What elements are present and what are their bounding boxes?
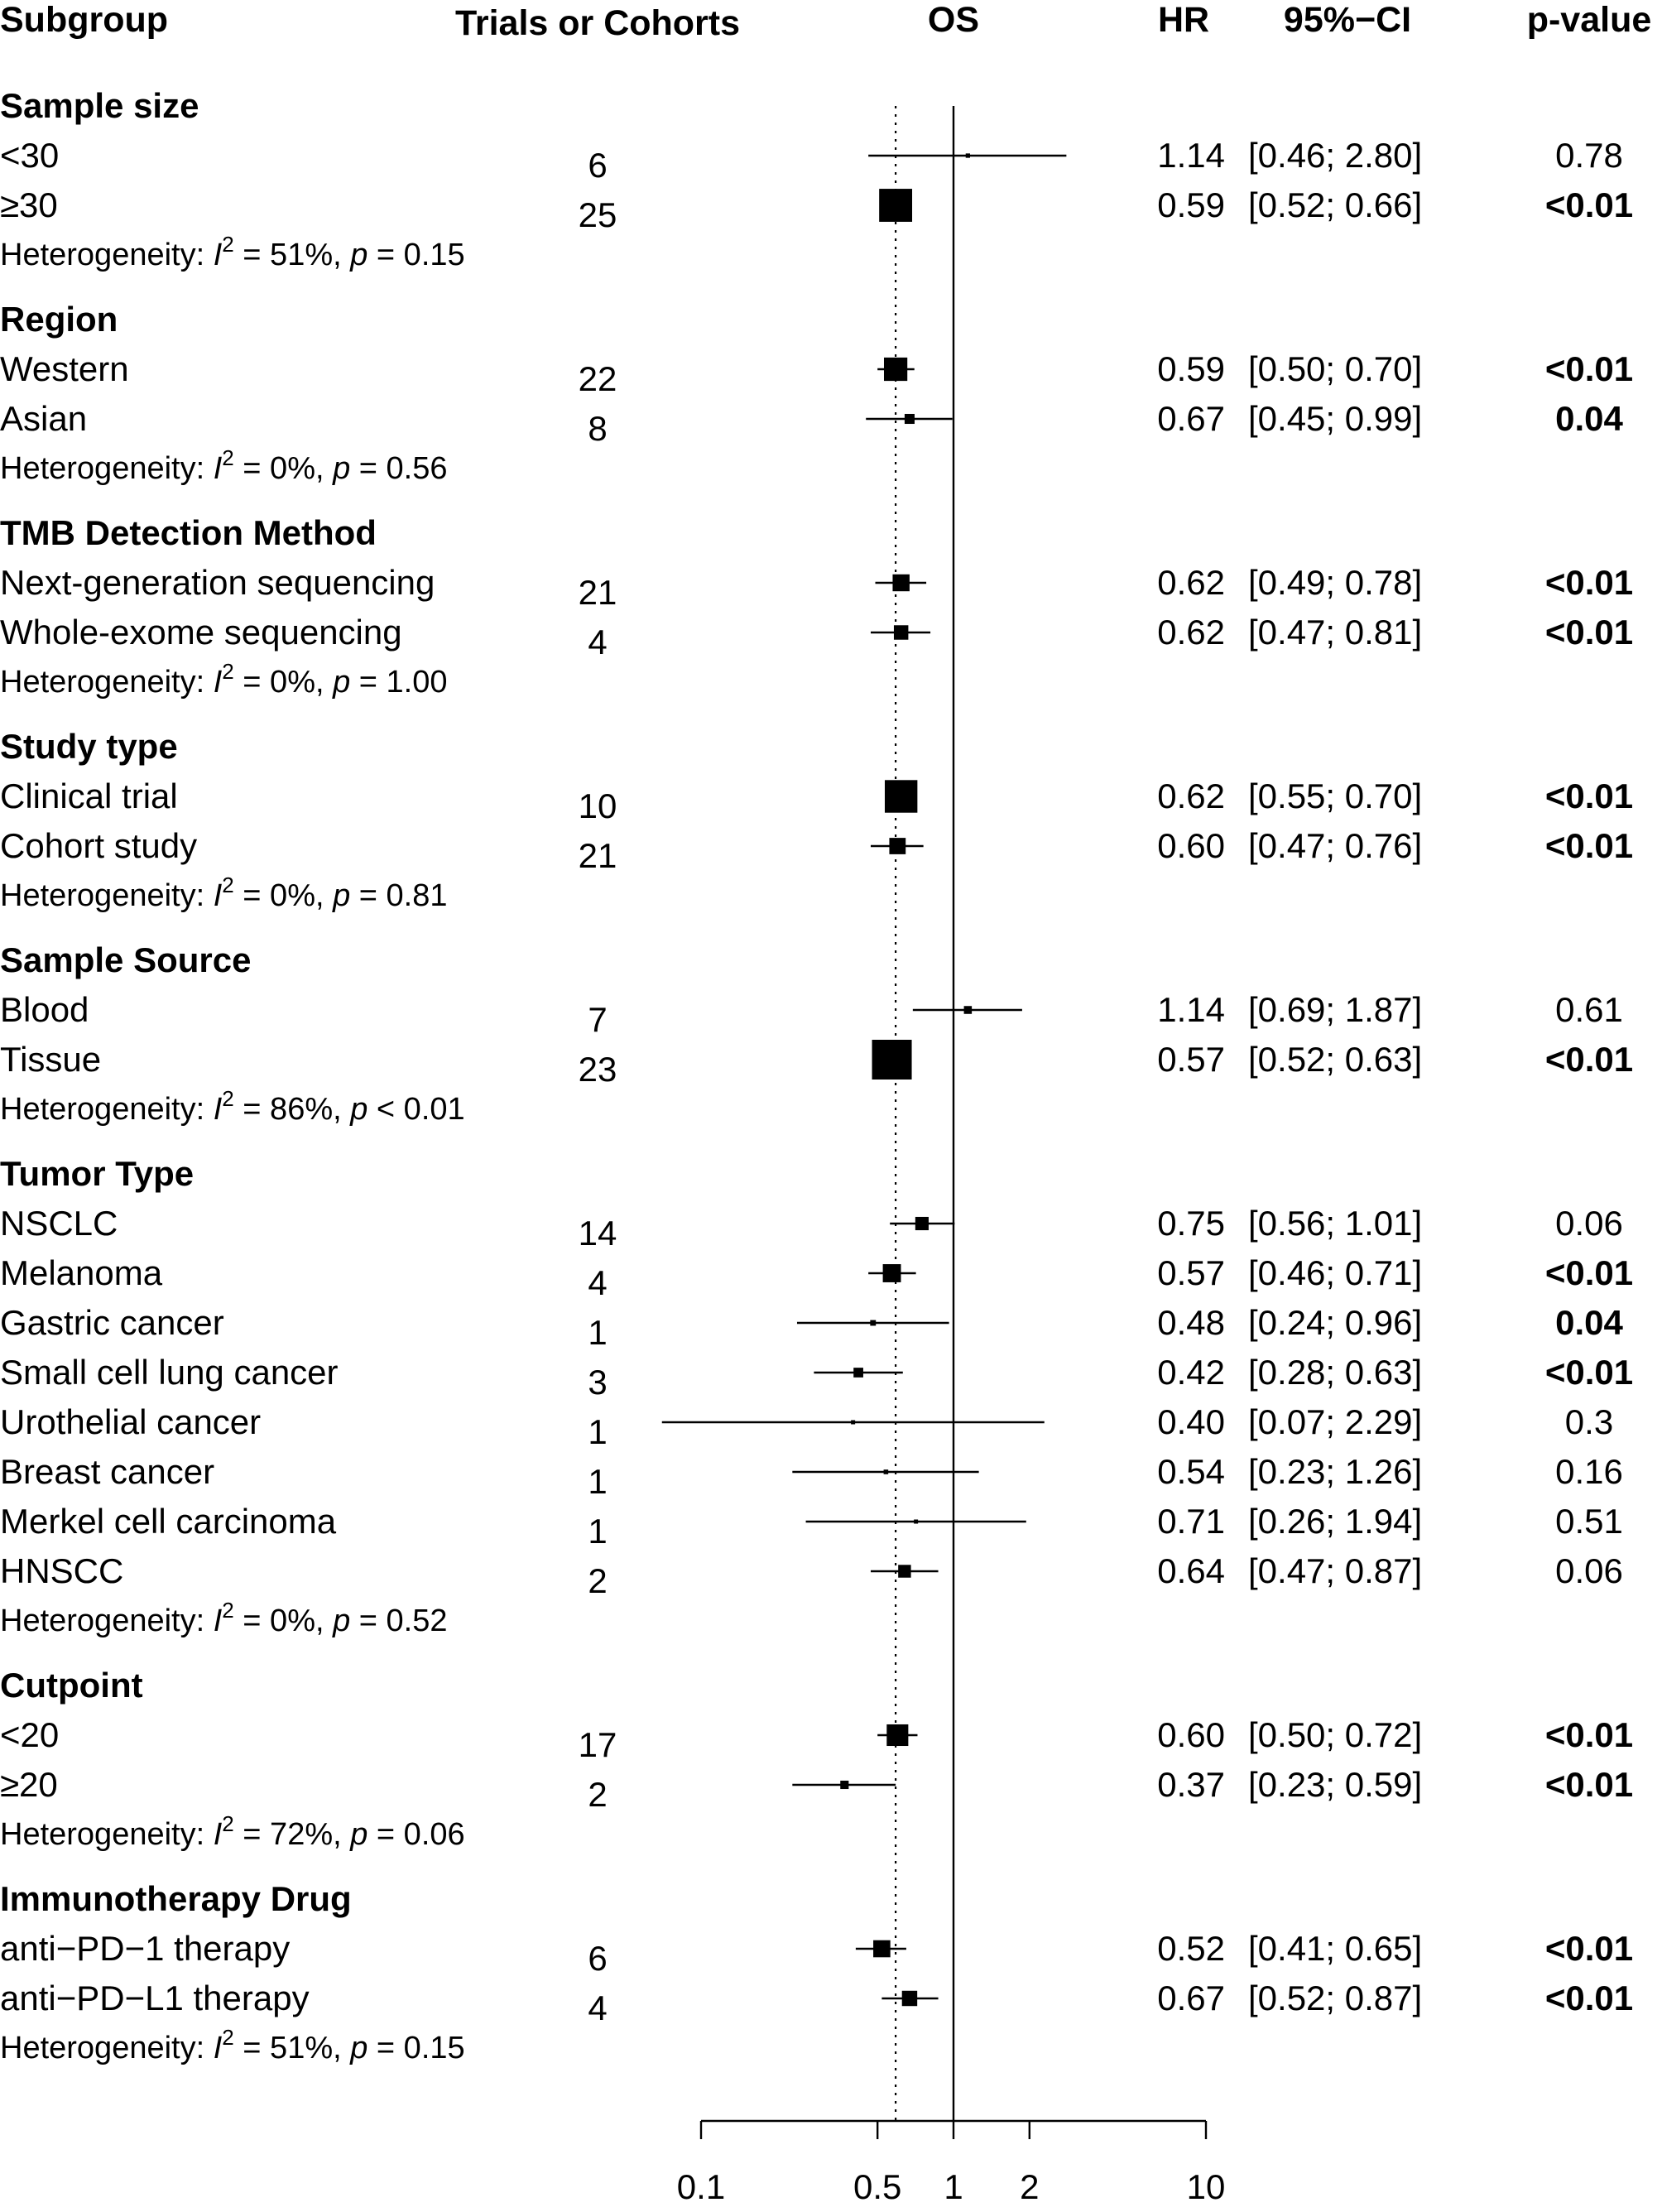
row-hr: 0.75 (1157, 1204, 1225, 1243)
row-hr: 1.14 (1157, 990, 1225, 1029)
row-hr: 0.62 (1157, 613, 1225, 652)
header-hr: HR (1157, 0, 1210, 40)
row-pvalue: 0.3 (1564, 1402, 1614, 1441)
row-ci: [0.47; 0.81] (1248, 613, 1423, 652)
row-n: 8 (588, 409, 608, 448)
row-label: Western (0, 349, 129, 388)
row-pvalue: <0.01 (1544, 349, 1634, 388)
row-label: HNSCC (0, 1551, 124, 1590)
row-ci: [0.45; 0.99] (1248, 399, 1423, 438)
x-tick-label: 10 (1186, 2167, 1226, 2206)
row-label: Merkel cell carcinoma (0, 1502, 337, 1541)
row-n: 4 (588, 623, 608, 661)
row-n: 25 (578, 195, 617, 234)
hr-marker (884, 1469, 889, 1474)
row-hr: 0.62 (1157, 777, 1225, 815)
row-ci: [0.07; 2.29] (1248, 1402, 1423, 1441)
row-hr: 0.59 (1157, 185, 1225, 224)
row-pvalue: <0.01 (1544, 185, 1634, 224)
hr-marker (873, 1940, 891, 1958)
row-label: Next-generation sequencing (0, 563, 435, 602)
row-hr: 0.62 (1157, 563, 1225, 602)
row-ci: [0.52; 0.66] (1248, 185, 1423, 224)
hr-marker (840, 1781, 848, 1789)
row-ci: [0.52; 0.87] (1248, 1979, 1423, 2017)
row-n: 23 (578, 1050, 617, 1089)
heterogeneity-label: Heterogeneity: $I^2 = 0\%$, p = 0.56 (0, 445, 448, 486)
row-label: Gastric cancer (0, 1303, 224, 1342)
heterogeneity-label: Heterogeneity: $I^2 = 51\%$, p = 0.15 (0, 232, 465, 272)
hr-marker (853, 1368, 863, 1378)
row-ci: [0.47; 0.76] (1248, 826, 1423, 865)
row-n: 1 (588, 1462, 608, 1501)
row-ci: [0.55; 0.70] (1248, 777, 1423, 815)
hr-marker (886, 1724, 908, 1746)
row-pvalue: 0.04 (1555, 1303, 1623, 1342)
row-label: anti−PD−L1 therapy (0, 1979, 310, 2017)
row-label: anti−PD−1 therapy (0, 1929, 291, 1968)
row-n: 3 (588, 1363, 608, 1402)
row-hr: 0.71 (1157, 1502, 1225, 1541)
hr-marker (898, 1565, 910, 1577)
row-label: <20 (0, 1715, 60, 1754)
row-label: Clinical trial (0, 777, 178, 815)
row-pvalue: <0.01 (1544, 1765, 1634, 1804)
row-hr: 1.14 (1157, 136, 1225, 175)
row-pvalue: <0.01 (1544, 563, 1634, 602)
row-ci: [0.49; 0.78] (1248, 563, 1423, 602)
row-label: Whole-exome sequencing (0, 613, 402, 652)
header-os: OS (927, 0, 980, 40)
row-label: Breast cancer (0, 1452, 215, 1491)
x-tick-label: 1 (944, 2167, 963, 2206)
row-hr: 0.42 (1157, 1353, 1225, 1392)
row-pvalue: <0.01 (1544, 826, 1634, 865)
group-title: Study type (0, 727, 178, 766)
group-title: Region (0, 300, 118, 339)
row-ci: [0.46; 0.71] (1248, 1253, 1423, 1292)
heterogeneity-label: Heterogeneity: $I^2 = 51\%$, p = 0.15 (0, 2025, 465, 2065)
row-pvalue: <0.01 (1544, 1353, 1634, 1392)
row-label: ≥30 (0, 185, 58, 224)
row-label: Melanoma (0, 1253, 163, 1292)
group-title: Sample size (0, 86, 199, 125)
heterogeneity-label: Heterogeneity: $I^2 = 86\%$, p < 0.01 (0, 1086, 465, 1127)
row-ci: [0.23; 0.59] (1248, 1765, 1423, 1804)
group-title: Tumor Type (0, 1154, 195, 1193)
row-hr: 0.57 (1157, 1253, 1225, 1292)
heterogeneity-label: Heterogeneity: $I^2 = 0\%$, p = 1.00 (0, 659, 448, 700)
row-hr: 0.59 (1157, 349, 1225, 388)
row-ci: [0.46; 2.80] (1248, 136, 1423, 175)
row-hr: 0.67 (1157, 1979, 1225, 2017)
row-label: Urothelial cancer (0, 1402, 262, 1441)
header-ci: 95%−CI (1283, 0, 1412, 40)
row-hr: 0.40 (1157, 1402, 1225, 1441)
row-ci: [0.69; 1.87] (1248, 990, 1423, 1029)
row-ci: [0.41; 0.65] (1248, 1929, 1423, 1968)
heterogeneity-label: Heterogeneity: $I^2 = 0\%$, p = 0.52 (0, 1598, 448, 1638)
row-ci: [0.26; 1.94] (1248, 1502, 1423, 1541)
row-n: 1 (588, 1412, 608, 1451)
row-pvalue: <0.01 (1544, 777, 1634, 815)
row-pvalue: <0.01 (1544, 1929, 1634, 1968)
row-n: 22 (578, 359, 617, 398)
row-pvalue: 0.78 (1555, 136, 1623, 175)
heterogeneity-label: Heterogeneity: $I^2 = 0\%$, p = 0.81 (0, 873, 448, 913)
row-n: 6 (588, 1939, 608, 1978)
header-trials: Trials or Cohorts (454, 3, 741, 43)
row-ci: [0.23; 1.26] (1248, 1452, 1423, 1491)
group-title: TMB Detection Method (0, 513, 377, 552)
row-label: Cohort study (0, 826, 198, 865)
row-label: Tissue (0, 1040, 102, 1079)
row-pvalue: 0.06 (1555, 1204, 1623, 1243)
hr-marker (892, 575, 909, 591)
hr-marker (885, 780, 917, 812)
hr-marker (905, 414, 915, 424)
row-label: <30 (0, 136, 60, 175)
row-label: ≥20 (0, 1765, 58, 1804)
row-hr: 0.67 (1157, 399, 1225, 438)
row-n: 14 (578, 1214, 617, 1253)
row-label: Blood (0, 990, 89, 1029)
group-title: Sample Source (0, 940, 252, 979)
x-tick-label: 2 (1020, 2167, 1040, 2206)
row-pvalue: <0.01 (1544, 1253, 1634, 1292)
row-n: 10 (578, 786, 617, 825)
row-hr: 0.64 (1157, 1551, 1225, 1590)
row-n: 17 (578, 1725, 617, 1764)
header-pvalue: p-value (1526, 0, 1652, 40)
row-n: 7 (588, 1000, 608, 1039)
row-n: 2 (588, 1561, 608, 1600)
hr-marker (870, 1320, 876, 1326)
hr-marker (966, 153, 970, 157)
group-title: Immunotherapy Drug (0, 1879, 352, 1918)
row-pvalue: 0.06 (1555, 1551, 1623, 1590)
row-hr: 0.48 (1157, 1303, 1225, 1342)
hr-marker (889, 838, 905, 854)
row-n: 21 (578, 573, 617, 612)
x-tick-label: 0.5 (853, 2167, 902, 2206)
row-pvalue: <0.01 (1544, 613, 1634, 652)
row-n: 1 (588, 1512, 608, 1551)
row-hr: 0.52 (1157, 1929, 1225, 1968)
hr-marker (914, 1520, 918, 1524)
row-pvalue: 0.61 (1555, 990, 1623, 1029)
row-hr: 0.37 (1157, 1765, 1225, 1804)
row-hr: 0.57 (1157, 1040, 1225, 1079)
row-label: Small cell lung cancer (0, 1353, 339, 1392)
row-n: 2 (588, 1775, 608, 1814)
row-n: 1 (588, 1313, 608, 1352)
hr-marker (915, 1217, 929, 1230)
row-ci: [0.50; 0.72] (1248, 1715, 1423, 1754)
row-pvalue: <0.01 (1544, 1979, 1634, 2017)
row-n: 4 (588, 1988, 608, 2027)
header-subgroup: Subgroup (0, 0, 169, 40)
row-ci: [0.47; 0.87] (1248, 1551, 1423, 1590)
row-n: 4 (588, 1263, 608, 1302)
row-ci: [0.56; 1.01] (1248, 1204, 1423, 1243)
hr-marker (883, 1264, 901, 1282)
row-pvalue: <0.01 (1544, 1040, 1634, 1079)
hr-marker (884, 358, 907, 381)
heterogeneity-label: Heterogeneity: $I^2 = 72\%$, p = 0.06 (0, 1811, 465, 1852)
row-n: 21 (578, 836, 617, 875)
hr-marker (851, 1421, 855, 1425)
row-pvalue: 0.04 (1555, 399, 1623, 438)
hr-marker (964, 1006, 973, 1014)
row-pvalue: <0.01 (1544, 1715, 1634, 1754)
row-hr: 0.54 (1157, 1452, 1225, 1491)
row-ci: [0.52; 0.63] (1248, 1040, 1423, 1079)
row-pvalue: 0.16 (1555, 1452, 1623, 1491)
hr-marker (902, 1991, 917, 2006)
row-ci: [0.24; 0.96] (1248, 1303, 1423, 1342)
row-n: 6 (588, 146, 608, 185)
x-tick-label: 0.1 (676, 2167, 726, 2206)
row-hr: 0.60 (1157, 1715, 1225, 1754)
group-title: Cutpoint (0, 1666, 143, 1705)
row-ci: [0.50; 0.70] (1248, 349, 1423, 388)
hr-marker (872, 1040, 912, 1080)
row-label: NSCLC (0, 1204, 118, 1243)
row-ci: [0.28; 0.63] (1248, 1353, 1423, 1392)
row-pvalue: 0.51 (1555, 1502, 1623, 1541)
row-label: Asian (0, 399, 88, 438)
row-hr: 0.60 (1157, 826, 1225, 865)
